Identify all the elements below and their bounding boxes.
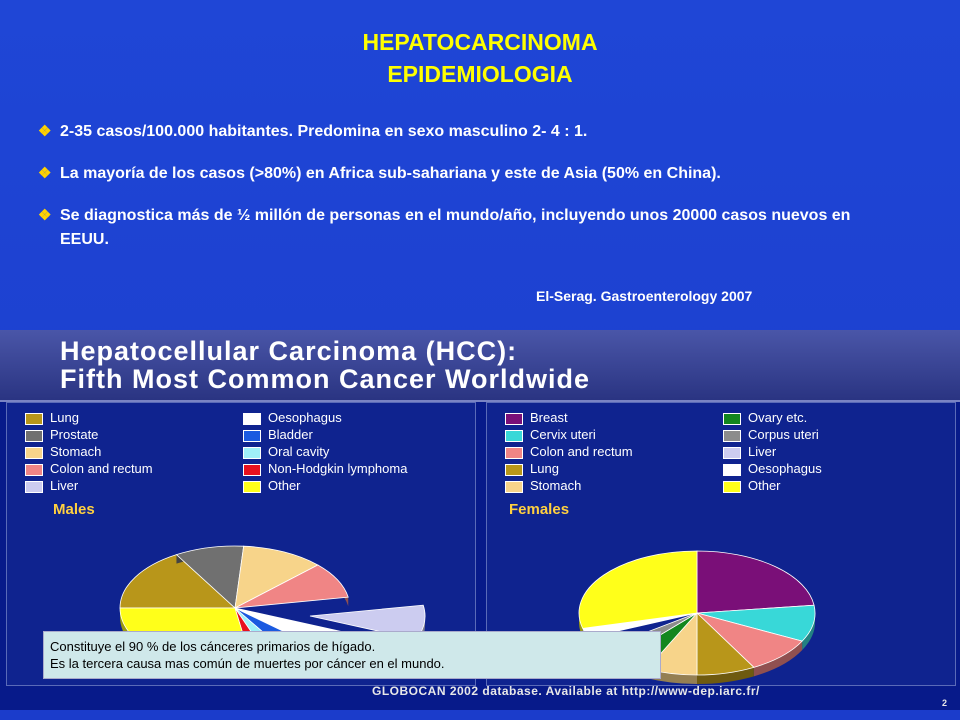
legend-swatch — [243, 464, 261, 476]
legend-label: Corpus uteri — [748, 427, 819, 442]
legend-item-breast — [505, 409, 568, 426]
legend-swatch — [723, 464, 741, 476]
legend-label: Lung — [530, 461, 559, 476]
diamond-bullet-icon: ❖ — [38, 165, 52, 182]
legend-item-liver — [723, 443, 776, 460]
legend-item-bladder — [243, 426, 313, 443]
legend-item-stomach — [25, 443, 101, 460]
note-line-1: Constituye el 90 % de los cánceres primarios de hígado. — [50, 639, 376, 654]
legend-item-oesophagus — [723, 460, 822, 477]
legend-label: Stomach — [530, 478, 582, 493]
legend-swatch — [505, 430, 523, 442]
pie-slice-top — [697, 551, 814, 613]
legend-label: Other — [748, 478, 781, 493]
legend-swatch — [505, 481, 523, 493]
legend-label: Breast — [530, 410, 568, 425]
legend-label: Oesophagus — [268, 410, 342, 425]
pie-slice-breast — [697, 551, 814, 614]
legend-label: Ovary etc. — [748, 410, 808, 425]
bullet-text: Se diagnostica más de ½ millón de personas en el mundo/año, incluyendo unos 20000 casos nuevos en EEUU. — [60, 207, 851, 248]
legend-item-lung — [25, 409, 79, 426]
note-box — [43, 631, 661, 679]
legend-item-oesophagus — [243, 409, 342, 426]
bullet-item — [38, 162, 938, 186]
legend-label: Non-Hodgkin lymphoma — [268, 461, 408, 476]
legend-item-cervix-uteri — [505, 426, 596, 443]
legend-item-prostate — [25, 426, 98, 443]
legend-label: Liver — [748, 444, 777, 459]
legend-item-lung — [505, 460, 559, 477]
legend-label: Cervix uteri — [530, 427, 596, 442]
legend-item-other — [723, 477, 781, 494]
bullet-text: La mayoría de los casos (>80%) en Africa sub-sahariana y este de Asia (50% en China). — [60, 165, 721, 182]
bullet-list — [38, 120, 938, 270]
females-label: Females — [509, 501, 570, 518]
legend-label: Prostate — [50, 427, 99, 442]
legend-swatch — [505, 464, 523, 476]
legend-label: Bladder — [268, 427, 313, 442]
legend-swatch — [243, 413, 261, 425]
chart-banner — [0, 330, 960, 402]
chart-title-line-1: Hepatocellular Carcinoma (HCC): — [60, 336, 518, 366]
chart-title-line-2: Fifth Most Common Cancer Worldwide — [60, 364, 591, 394]
legend-swatch — [25, 447, 43, 459]
page-number: 2 — [942, 698, 948, 708]
legend-item-corpus-uteri — [723, 426, 819, 443]
legend-swatch — [505, 447, 523, 459]
males-label: Males — [53, 501, 95, 518]
legend-label: Liver — [50, 478, 79, 493]
note-line-2: Es la tercera causa mas común de muertes por cáncer en el mundo. — [50, 656, 445, 671]
legend-label: Oral cavity — [268, 444, 330, 459]
legend-item-oral-cavity — [243, 443, 329, 460]
legend-label: Colon and rectum — [530, 444, 633, 459]
source-footer: GLOBOCAN 2002 database. Available at http://www-dep.iarc.fr/ — [372, 684, 760, 698]
legend-item-colon-and-rectum — [25, 460, 153, 477]
legend-label: Lung — [50, 410, 79, 425]
slide-title — [0, 26, 960, 90]
diamond-bullet-icon: ❖ — [38, 207, 52, 224]
legend-label: Colon and rectum — [50, 461, 153, 476]
legend-item-stomach — [505, 477, 581, 494]
legend-swatch — [25, 430, 43, 442]
legend-swatch — [723, 430, 741, 442]
legend-label: Other — [268, 478, 301, 493]
title-line-1: HEPATOCARCINOMA — [362, 29, 598, 55]
legend-swatch — [25, 464, 43, 476]
legend-swatch — [723, 447, 741, 459]
legend-swatch — [25, 481, 43, 493]
diamond-bullet-icon: ❖ — [38, 123, 52, 140]
legend-swatch — [505, 413, 523, 425]
reference-citation: El-Serag. Gastroenterology 2007 — [536, 288, 753, 304]
bullet-item — [38, 204, 880, 252]
legend-swatch — [243, 430, 261, 442]
bullet-item — [38, 120, 938, 144]
legend-label: Oesophagus — [748, 461, 822, 476]
bullet-text: 2-35 casos/100.000 habitantes. Predomina en sexo masculino 2- 4 : 1. — [60, 123, 588, 140]
legend-swatch — [243, 447, 261, 459]
legend-swatch — [243, 481, 261, 493]
title-line-2: EPIDEMIOLOGIA — [387, 61, 573, 87]
legend-item-ovary-etc — [723, 409, 807, 426]
legend-label: Stomach — [50, 444, 102, 459]
legend-item-liver — [25, 477, 78, 494]
legend-item-non-hodgkin-lymphoma — [243, 460, 407, 477]
legend-swatch — [723, 413, 741, 425]
legend-swatch — [25, 413, 43, 425]
legend-swatch — [723, 481, 741, 493]
legend-item-other — [243, 477, 301, 494]
legend-item-colon-and-rectum — [505, 443, 633, 460]
